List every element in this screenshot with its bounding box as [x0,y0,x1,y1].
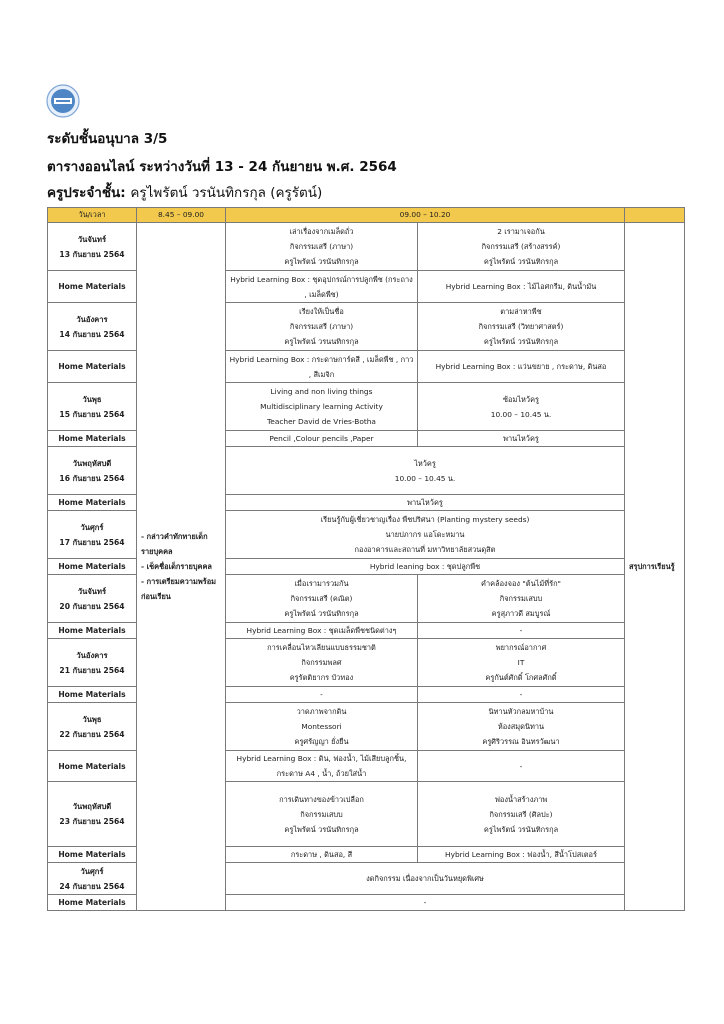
cell-line: กิจกรรมเสรี (ภาษา) [289,322,354,331]
cell-line: - [519,761,523,771]
activity-cell-b [418,383,625,431]
materials-cell-b [418,271,625,303]
cell-line: กิจกรรมเสรี (คณิต) [290,594,353,603]
day-cell [48,575,137,623]
day-cell [48,782,137,847]
day-cell [48,223,137,271]
teacher-name: ครูไพรัตน์ วรนันทิกรกุล (ครูรัตน์) [130,185,323,201]
cell-line: นิทานหัวกลมหาบ้าน [488,707,554,716]
day-name: วันพุธ [82,714,102,724]
cell-line: ครูไพรัตน์ วรนันทิกรกุล [483,257,559,266]
cell-line: กิจกรรมพลศ [301,658,342,667]
morning-activity-line: ก่อนเรียน [141,592,171,601]
cell-line: เล่าเรื่องจากเมล็ดถั่ว [289,227,354,236]
materials-cell-full [226,559,625,575]
cell-line: กิจกรรมเสรี (วิทยาศาสตร์) [478,322,564,331]
materials-cell-full [226,495,625,511]
materials-cell-b [418,847,625,863]
cell-line: ตามล่าหาพืช [500,307,542,316]
day-row [48,223,685,271]
activity-cell-a [226,303,418,351]
materials-cell-a [226,623,418,639]
header-day-label: วัน/เวลา [78,210,106,219]
morning-activity-line: รายบุคคล [141,547,173,556]
cell-line: ครูกันต์ศักดิ์ โกศลศักดิ์ [485,673,557,682]
cell-line: 10.00 – 10.45 น. [490,409,552,419]
header-slot1 [137,208,226,223]
activity-cell-b [418,639,625,687]
header-slot2-label: 09.00 – 10.20 [399,210,451,219]
cell-line: ครูศิริวรรณ อินทรวัฒนา [482,737,560,746]
day-name: วันศุกร์ [80,866,104,876]
activity-cell-b [418,303,625,351]
cell-line: ครูสุภาวดี สมบูรณ์ [491,609,551,618]
cell-line: 2 เรามาเจอกัน [497,227,545,236]
day-date: 15 กันยายน 2564 [59,409,125,419]
cell-line: ครูไพรัตน์ วรนันทิกรกุล [284,609,359,618]
cell-line: การเคลื่อนไหวเลียนแบบธรรมชาติ [267,643,376,652]
cell-line: Teacher David de Vries-Botha [267,417,376,426]
cell-line: กิจกรรมเสรี (ภาษา) [289,242,354,251]
home-materials-text: Home Materials [58,562,126,571]
home-materials-text: Home Materials [58,434,126,443]
class-level-title: ระดับชั้นอนุบาล 3/5 [47,131,168,147]
cell-line: Hybrid Learning Box : ดิน, ฟองน้ำ, ไม้เสียบลูกชิ้น, [236,754,407,763]
materials-text: พานไหว้ครู [407,498,443,507]
activity-cell-a [226,223,418,271]
cell-line: วาดภาพจากดิน [296,707,347,716]
materials-cell-a [226,431,418,447]
materials-text: - [423,898,427,907]
morning-activity-line: - การเตรียมความพร้อม [141,577,216,586]
home-materials-text: Home Materials [58,626,126,635]
cell-line: พยากรณ์อากาศ [495,643,547,652]
materials-cell-b [418,431,625,447]
cell-line: Hybrid Learning Box : ชุดอุปกรณ์การปลูกพืช (กระถาง [230,274,413,284]
header-slot1-label: 8.45 – 09.00 [157,210,204,219]
home-materials-label [48,271,137,303]
home-materials-text: Home Materials [58,282,126,291]
header-row [48,208,685,223]
cell-line: ฟองน้ำสร้างภาพ [494,794,548,804]
cell-line: Hybrid Learning Box : แว่นขยาย , กระดาษ, ดินสอ [435,362,607,371]
home-materials-label [48,687,137,703]
day-name: วันอังคาร [76,650,108,660]
day-cell [48,303,137,351]
summary-label: สรุปการเรียนรู้ [629,562,675,571]
cell-line: กระดาษ A4 , น้ำ, ถ้วยใส่น้ำ [276,769,367,778]
home-materials-text: Home Materials [58,362,126,371]
cell-line: กองอาคารและสถานที่ มหาวิทยาลัยสวนดุสิต [354,545,496,554]
day-date: 20 กันยายน 2564 [59,601,125,611]
activity-cell-b [418,575,625,623]
cell-line: Hybrid Learning Box : ฟองน้ำ, สีน้ำโปสเตอร์ [445,850,597,859]
cell-line: ห้องสมุดนิทาน [497,722,545,731]
activity-cell-a [226,383,418,431]
day-cell [48,863,137,895]
header-slot2 [226,208,625,223]
cell-line: IT [517,658,525,667]
teacher-label: ครูประจำชั้น: [47,185,126,201]
cell-line: , สีเมจิก [308,369,335,379]
school-logo [46,84,80,118]
cell-line: Hybrid Learning Box : ชุดเมล็ดพืชชนิดต่างๆ [246,626,397,635]
day-date: 14 กันยายน 2564 [59,329,125,339]
activity-cell-full [226,511,625,559]
day-name: วันพฤหัสบดี [72,458,112,468]
schedule-table [47,207,685,911]
day-cell [48,703,137,751]
cell-line: - [519,626,523,635]
day-cell [48,639,137,687]
home-materials-text: Home Materials [58,761,126,771]
materials-cell-b [418,623,625,639]
day-cell [48,511,137,559]
day-date: 13 กันยายน 2564 [59,249,125,259]
day-name: วันจันทร์ [77,234,107,244]
home-materials-label [48,847,137,863]
materials-cell-b [418,351,625,383]
cell-line: กิจกรรมเสรี (สร้างสรรค์) [481,242,561,251]
day-date: 17 กันยายน 2564 [59,537,125,547]
cell-line: ไหว้ครู [414,458,436,468]
cell-line: งดกิจกรรม เนื่องจากเป็นวันหยุดพิเศษ [366,874,484,883]
cell-line: Montessori [301,722,342,731]
cell-line: ซ้อมไหว้ครู [503,394,539,404]
activity-cell-a [226,703,418,751]
cell-line: ครูไพรัตน์ วรนนทิกรกุล [284,337,359,346]
materials-cell-a [226,271,418,303]
activity-cell-a [226,639,418,687]
cell-line: กระดาษ , ดินสอ, สี [290,850,353,859]
cell-line: ครูไพรัตน์ วรนันทิกรกุล [483,337,559,346]
home-materials-label [48,351,137,383]
cell-line: Hybrid Learning Box : ไม้ไอศกรีม, ดินน้ำมัน [445,282,597,291]
day-date: 16 กันยายน 2564 [59,473,125,483]
activity-cell-full [226,863,625,895]
cell-line: พานไหว้ครู [503,434,539,443]
morning-activity-line: - กล่าวคำทักทายเด็ก [141,532,208,541]
cell-line: เมื่อเรามารวมกัน [294,579,349,588]
materials-cell-full [226,895,625,911]
materials-cell-b [418,751,625,782]
cell-line: การเดินทางของข้าวเปลือก [279,794,364,804]
home-materials-label [48,431,137,447]
activity-cell-b [418,782,625,847]
home-materials-text: Home Materials [58,498,126,507]
home-materials-text: Home Materials [58,850,126,859]
day-cell [48,447,137,495]
cell-line: , เมล็ดพืช) [304,289,339,299]
materials-cell-a [226,751,418,782]
day-cell [48,383,137,431]
morning-activity-line: - เช็คชื่อเด็กรายบุคคล [141,562,212,571]
cell-line: กิจกรรมเสบบ [499,594,543,603]
materials-cell-b [418,687,625,703]
day-name: วันพฤหัสบดี [72,802,112,811]
activity-cell-b [418,223,625,271]
cell-line: คำคล้องจอง "ต้นไม้ที่รัก" [481,579,561,588]
home-materials-label [48,559,137,575]
materials-text: Hybrid leaning box : ชุดปลูกพืช [369,562,481,571]
activity-cell-a [226,782,418,847]
cell-line: Hybrid Learning Box : กระดาษการ์ดสี , เมล็ดพืช , กาว [229,354,414,364]
header-summary [625,208,685,223]
home-materials-text: Home Materials [58,898,126,907]
day-name: วันศุกร์ [80,522,104,532]
cell-line: - [519,690,523,699]
materials-cell-a [226,847,418,863]
cell-line: เรียงให้เป็นชื่อ [299,307,344,316]
cell-line: เรียนรู้กับผู้เชี่ยวชาญเรื่อง พืชปริศนา (Planting mystery seeds) [320,515,530,524]
cell-line: ครูไพรัตน์ วรนันทิกรกุล [483,824,559,834]
activity-cell-full [226,447,625,495]
teacher-line [47,181,322,203]
day-date: 23 กันยายน 2564 [59,817,125,826]
home-materials-label [48,623,137,639]
schedule-title: ตารางออนไลน์ ระหว่างวันที่ 13 - 24 กันยายน พ.ศ. 2564 [47,159,397,175]
day-date: 21 กันยายน 2564 [59,665,125,675]
materials-cell-a [226,351,418,383]
cell-line: - [320,690,323,699]
cell-line: กิจกรรมเสบบ [300,809,343,819]
header-day [48,208,137,223]
activity-cell-b [418,703,625,751]
day-date: 22 กันยายน 2564 [59,729,125,739]
cell-line: Multidisciplinary learning Activity [260,402,383,411]
home-materials-text: Home Materials [58,690,126,699]
cell-line: 10.00 – 10.45 น. [394,473,456,483]
cell-line: นายปภากร แอโดะหมาน [385,530,465,539]
day-name: วันอังคาร [76,314,108,324]
day-name: วันพุธ [82,394,102,404]
cell-line: ครูศรัญญา ยั่งยืน [294,737,349,746]
day-date: 24 กันยายน 2564 [59,881,125,891]
cell-line: กิจกรรมเสรี (ศิลปะ) [489,809,553,819]
home-materials-label [48,751,137,782]
materials-cell-a [226,687,418,703]
home-materials-label [48,895,137,911]
day-name: วันจันทร์ [77,586,107,596]
cell-line: Living and non living things [270,387,373,396]
cell-line: ครูรัตติยากร บัวทอง [289,673,354,682]
cell-line: ครูไพรัตน์ วรนันทิกรกุล [284,824,359,834]
cell-line: Pencil ,Colour pencils ,Paper [269,434,374,443]
cell-line: ครูไพรัตน์ วรนันทิกรกุล [284,257,359,266]
morning-activities [137,223,226,911]
summary-cell [625,223,685,911]
activity-cell-a [226,575,418,623]
home-materials-label [48,495,137,511]
